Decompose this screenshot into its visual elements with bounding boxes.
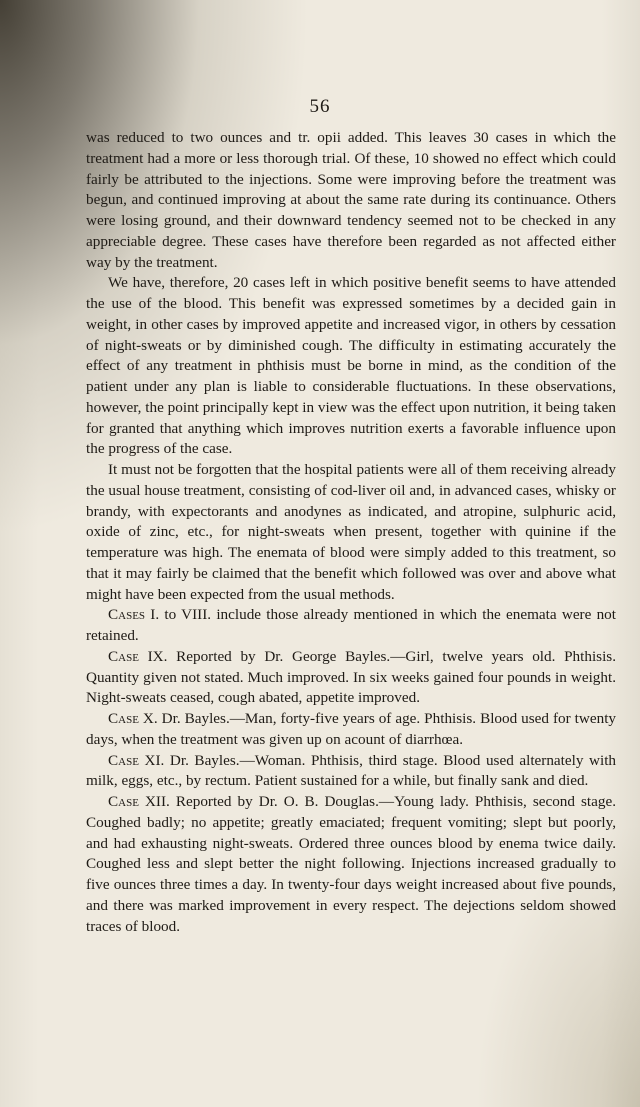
body-text: [86, 128, 616, 937]
case-lead: Case: [108, 647, 139, 665]
paragraph-cases-i-viii: [86, 605, 616, 647]
case-text: I. to VIII. include those already mentioned in which the enemata were not retained.: [86, 606, 616, 644]
case-lead: Case: [108, 793, 139, 810]
case-lead: Cases: [108, 606, 146, 624]
paragraph-case-xi: [86, 751, 616, 793]
case-text: XII. Reported by Dr. O. B. Douglas.—Young lady. Phthisis, second stage. Coughed badly; no appetite; greatly emaciated; frequent vomiting; slept but poorly, and had exhausting night-sweats. Ordered three ounces blood by enema twice daily. Coughed less and slept better the night following. Injections increased gradually to five ounces three times a day. In twenty-four days weight increased about five pounds, and there was marked improvement in every respect. The dejections seldom showed traces of blood.: [86, 793, 617, 935]
case-text: XI. Dr. Bayles.—Woman. Phthisis, third stage. Blood used alternately with milk, eggs, etc., by rectum. Patient sustained for a while, but finally sank and died.: [86, 751, 617, 790]
case-lead: Case: [108, 751, 139, 769]
page-number: 56: [309, 96, 331, 117]
paragraph-case-ix: [86, 647, 616, 709]
case-lead: Case: [108, 710, 139, 727]
paragraph-house-treatment: It must not be forgotten that the hospital patients were all of them receiving already the usual house treatment, consisting of cod-liver oil and, in advanced cases, whisky or brandy, with expectorants and anodynes as indicated, and atropine, sulphuric acid, oxide of zinc, etc., for night-sweats when present, together with quinine if the temperature was high. The enemata of blood were simply added to this treatment, so that it may fairly be claimed that the benefit which followed was over and above what might have been expected from the usual methods.: [86, 461, 616, 603]
paragraph-positive-benefit: We have, therefore, 20 cases left in which positive benefit seems to have attended the use of the blood. This benefit was expressed sometimes by a decided gain in weight, in other cases by improved appetite and increased vigor, in others by cessation of night-sweats or by diminished cough. The difficulty in estimating accurately the effect of any treatment in phthisis must be borne in mind, as the condition of the patient under any plan is liable to considerable fluctuations. In these observations, however, the point principally kept in view was the effect upon nutrition, it being taken for granted that anything which improves nutrition exerts a favorable influence upon the progress of the case.: [86, 274, 616, 458]
paragraph-continuation: was reduced to two ounces and tr. opii added. This leaves 30 cases in which the treatment had a more or less thorough trial. Of these, 10 showed no effect which could fairly be attributed to the injections. Some were improving before the treatment was begun, and continued improving at about the same rate during its continuance. Others were losing ground, and their downward tendency seemed not to be checked in any appreciable degree. These cases have therefore been regarded as not affected either way by the treatment.: [86, 129, 616, 271]
case-text: IX. Reported by Dr. George Bayles.—Girl, twelve years old. Phthisis. Quantity given not stated. Much improved. In six weeks gained four pounds in weight. Night-sweats ceased, cough abated, appetite improved.: [86, 647, 617, 707]
paragraph-case-xii: [86, 792, 616, 937]
case-text: X. Dr. Bayles.—Man, forty-five years of age. Phthisis. Blood used for twenty days, when the treatment was given up on acount of diarrhœa.: [86, 710, 617, 748]
paragraph-case-x: [86, 709, 616, 751]
